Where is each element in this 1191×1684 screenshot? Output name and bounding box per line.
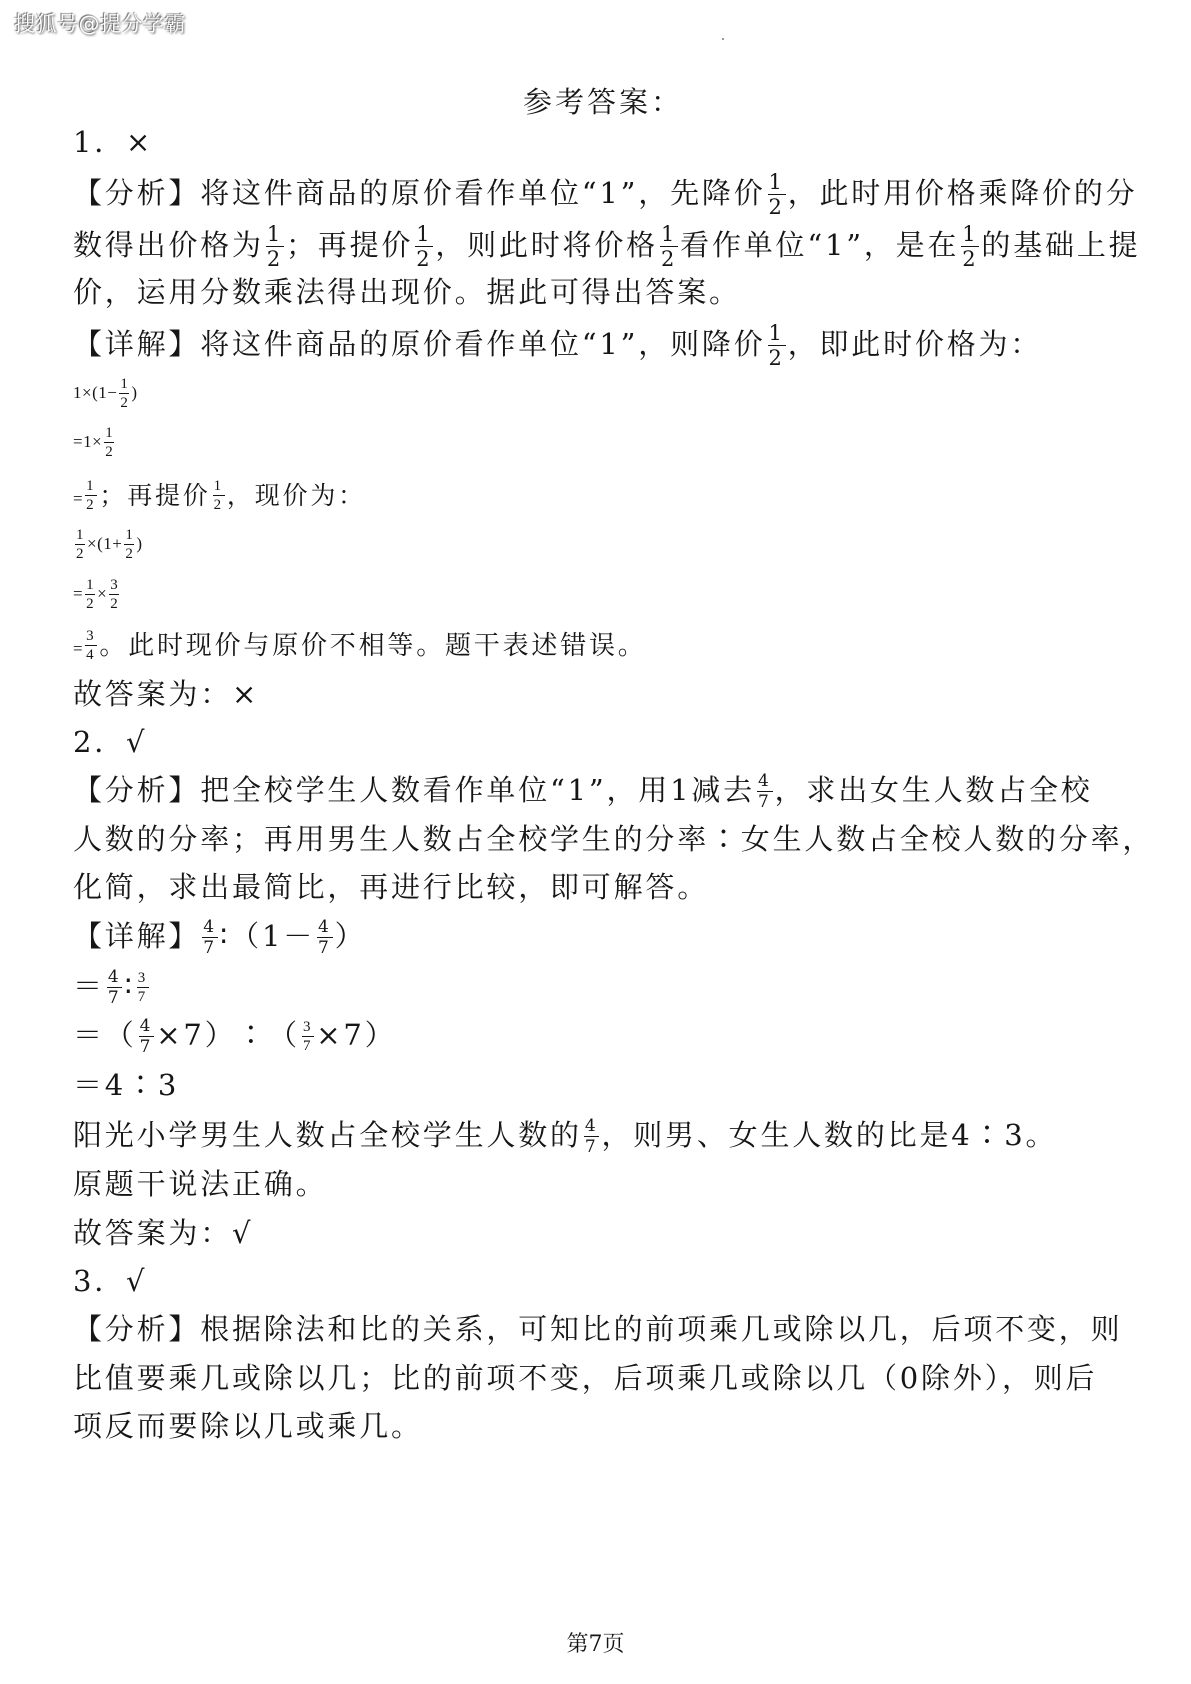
q3-analysis-line3: 项反而要除以几或乘几。 [73, 1409, 423, 1443]
analysis-tag: 【分析】 [73, 176, 201, 210]
q2-equation-4: ＝4∶3 [73, 1068, 180, 1102]
fraction-three-quarters: $\frac{3}{4}$ [86, 628, 97, 663]
fraction-half: $\frac{1}{2}$ [76, 527, 84, 563]
fraction-half: $\frac{1}{2}$ [120, 376, 129, 412]
fraction-three-sevenths: $\frac{3}{7}$ [137, 970, 149, 1005]
q2-statement-2: 原题干说法正确。 [73, 1167, 328, 1201]
fraction-half: $\frac{1}{2}$ [266, 222, 283, 271]
speck [722, 38, 724, 40]
fraction-three-halves: $\frac{3}{2}$ [110, 577, 119, 613]
q2-analysis-line2: 人数的分率；再用男生人数占全校学生的分率∶女生人数占全校人数的分率， [73, 822, 1155, 856]
fraction-four-sevenths: $\frac{4}{7}$ [318, 917, 332, 958]
fraction-four-sevenths: $\frac{4}{7}$ [757, 771, 772, 812]
fraction-half: $\frac{1}{2}$ [213, 478, 224, 513]
q1-analysis-line2: 数得出价格为 $\frac{1}{2}$ ；再提价 $\frac{1}{2}$ ，则此时将价格 $\frac{1}{2}$ 看作单位“1”，是在 $\frac{1}{2}$ 的基础上提 [73, 222, 1141, 271]
fraction-half: $\frac{1}{2}$ [768, 321, 785, 370]
q2-statement-1: 阳光小学男生人数占全校学生人数的 $\frac{4}{7}$ ，则男、女生人数的比是4∶3。 [73, 1116, 1058, 1157]
page-title: 参考答案： [522, 85, 683, 119]
q1-equation-4: $\frac{1}{2}$ ×(1+ $\frac{1}{2}$ ) [76, 527, 143, 563]
fraction-half: $\frac{1}{2}$ [962, 222, 979, 271]
q1-detail-line1: 【详解】将这件商品的原价看作单位“1”，则降价 $\frac{1}{2}$ ，即此时价格为： [73, 321, 1043, 370]
q1-equation-2: =1× $\frac{1}{2}$ [73, 425, 114, 461]
q2-equation-3: ＝（ $\frac{4}{7}$ ×7）∶（ $\frac{3}{7}$ ×7） [73, 1016, 397, 1057]
fraction-half: $\frac{1}{2}$ [660, 222, 678, 271]
q1-equation-5: = $\frac{1}{2}$ × $\frac{3}{2}$ [73, 577, 119, 613]
fraction-four-sevenths: $\frac{4}{7}$ [203, 917, 217, 958]
analysis-tag: 【分析】 [73, 773, 201, 807]
q1-analysis-line1: 【分析】将这件商品的原价看作单位“1”，先降价 $\frac{1}{2}$ ，此时用价格乘降价的分 [73, 170, 1138, 219]
q3-analysis-line2: 比值要乘几或除以几；比的前项不变，后项乘几或除以几（0除外），则后 [73, 1361, 1098, 1395]
fraction-four-sevenths: $\frac{4}{7}$ [139, 1016, 154, 1057]
fraction-half: $\frac{1}{2}$ [768, 170, 785, 219]
fraction-three-sevenths: $\frac{3}{7}$ [302, 1019, 314, 1054]
fraction-four-sevenths: $\frac{4}{7}$ [107, 967, 122, 1008]
fraction-half: $\frac{1}{2}$ [416, 222, 433, 271]
q2-conclusion: 故答案为：√ [73, 1216, 254, 1250]
fraction-half: $\frac{1}{2}$ [105, 425, 114, 461]
q1-analysis-line3: 价，运用分数乘法得出现价。据此可得出答案。 [73, 275, 741, 309]
q1-mark: 1．× [73, 125, 154, 159]
fraction-half: $\frac{1}{2}$ [86, 478, 97, 513]
q3-analysis-line1: 【分析】根据除法和比的关系，可知比的前项乘几或除以几，后项不变，则 [73, 1312, 1123, 1346]
q1-equation-1: 1×(1− $\frac{1}{2}$ ) [73, 376, 138, 412]
detail-tag: 【详解】 [73, 327, 201, 361]
fraction-half: $\frac{1}{2}$ [86, 577, 95, 613]
watermark: 搜狐号@提分学霸 [14, 12, 186, 36]
q2-analysis-line3: 化简，求出最简比，再进行比较，即可解答。 [73, 870, 710, 904]
analysis-tag: 【分析】 [73, 1312, 201, 1346]
q1-equation-6: = $\frac{3}{4}$ 。此时现价与原价不相等。题干表述错误。 [73, 628, 647, 663]
page-number: 第7页 [566, 1632, 625, 1657]
fraction-half: $\frac{1}{2}$ [125, 527, 134, 563]
q2-equation-2: ＝ $\frac{4}{7}$ ∶ $\frac{3}{7}$ [73, 967, 149, 1008]
q1-equation-3: = $\frac{1}{2}$ ；再提价 $\frac{1}{2}$ ，现价为： [73, 478, 366, 513]
q3-mark: 3．√ [73, 1264, 148, 1298]
q2-analysis-line1: 【分析】把全校学生人数看作单位“1”，用1减去 $\frac{4}{7}$ ，求出女生人数占全校 [73, 771, 1093, 812]
q1-conclusion: 故答案为：× [73, 677, 260, 711]
q2-detail-line1: 【详解】 $\frac{4}{7}$ ∶（1－ $\frac{4}{7}$ ） [73, 917, 367, 958]
q2-mark: 2．√ [73, 725, 148, 759]
detail-tag: 【详解】 [73, 919, 201, 953]
fraction-four-sevenths: $\frac{4}{7}$ [584, 1116, 599, 1157]
